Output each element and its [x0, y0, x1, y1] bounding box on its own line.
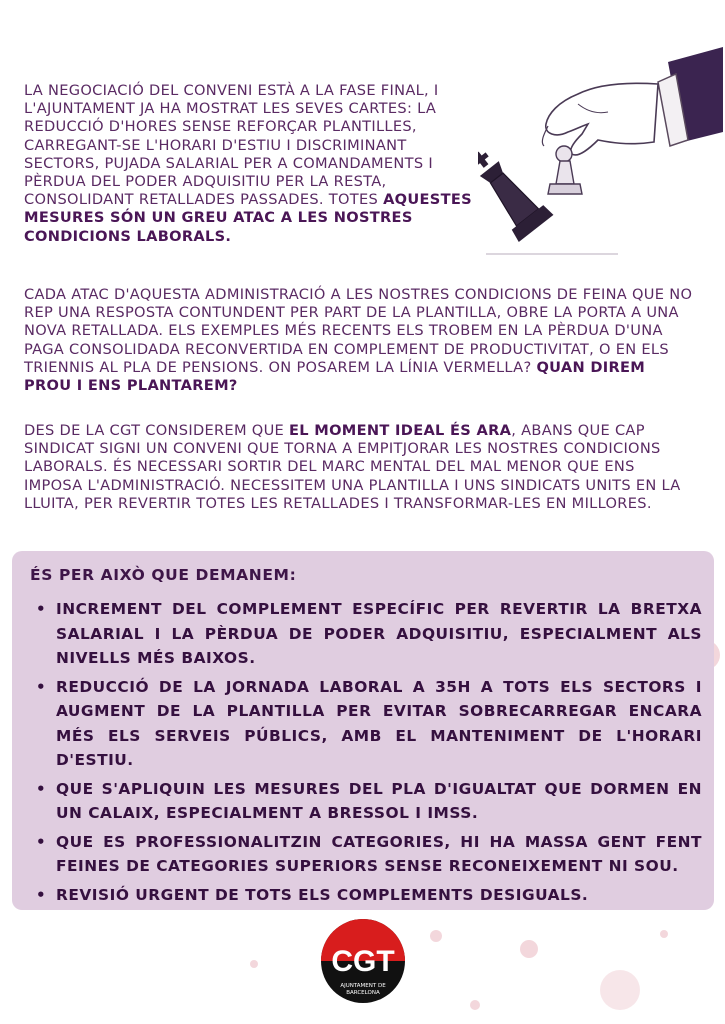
- demand-item: • QUE ES PROFESSIONALITZIN CATEGORIES, HI HA MASSA GENT FENT FEINES DE CATEGORIES SUPERIORS SENSE RECONEIXEMENT NI SOU.: [32, 830, 702, 879]
- intro-text: LA NEGOCIACIÓ DEL CONVENI ESTÀ A LA FASE FINAL, I L'AJUNTAMENT JA HA MOSTRAT LES SEVES CARTES: LA REDUCCIÓ D'HORES SENSE REFORÇAR PLANTILLES, CARREGANT-SE L'HORARI D'ESTIU I DISCRIMINANT SECTORS, PUJADA SALARIAL PER A COMANDAMENTS I PÈRDUA DEL PODER ADQUISITIU PER LA RESTA, CONSOLIDANT RETALLADES PASSADES. TOTES: [24, 82, 439, 209]
- attack-paragraph: [24, 286, 696, 395]
- attack-emphasis: QUAN DIREM PROU I ENS PLANTAREM?: [24, 358, 646, 395]
- intro-emphasis: AQUESTES MESURES SÓN UN GREU ATAC A LES NOSTRES CONDICIONS LABORALS.: [24, 191, 472, 245]
- logo-subtitle-2: BARCELONA: [346, 990, 380, 996]
- demands-title: ÉS PER AIXÒ QUE DEMANEM:: [30, 566, 297, 584]
- demand-item: • INCREMENT DEL COMPLEMENT ESPECÍFIC PER REVERTIR LA BRETXA SALARIAL I LA PÈRDUA DE PODER ADQUISITIU, ESPECIALMENT ALS NIVELLS MÉS BAIXOS.: [32, 597, 702, 671]
- moment-text-before: DES DE LA CGT CONSIDEREM QUE: [24, 422, 290, 439]
- moment-text-after: , ABANS QUE CAP SINDICAT SIGNI UN CONVENI QUE TORNA A EMPITJORAR LES NOSTRES CONDICIONS LABORALS. ÉS NECESSARI SORTIR DEL MARC MENTAL DEL MAL MENOR QUE ENS IMPOSA L'ADMINISTRACIÓ. NECESSITEM UNA PLANTILLA I UNS SINDICATS UNITS EN LA LLUITA, PER REVERTIR TOTES LES RETALLADES I TRANSFORMAR-LES EN MILLORES.: [24, 422, 681, 512]
- demand-item: • REDUCCIÓ DE LA JORNADA LABORAL A 35H A TOTS ELS SECTORS I AUGMENT DE LA PLANTILLA PER EVITAR SOBRECARREGAR ENCARA MÉS ELS SERVEIS PÚBLICS, AMB EL MANTENIMENT DE L'HORARI D'ESTIU.: [32, 675, 702, 773]
- intro-paragraph: [24, 82, 479, 246]
- demands-list: [32, 597, 702, 911]
- demands-panel: [12, 551, 714, 910]
- moment-paragraph: [24, 422, 696, 513]
- logo-subtitle-1: AJUNTAMENT DE: [340, 983, 386, 989]
- logo-name: CGT: [331, 945, 395, 978]
- attack-text: CADA ATAC D'AQUESTA ADMINISTRACIÓ A LES NOSTRES CONDICIONS DE FEINA QUE NO REP UNA RESPOSTA CONTUNDENT PER PART DE LA PLANTILLA, OBRE LA PORTA A UNA NOVA RETALLADA. ELS EXEMPLES MÉS RECENTS ELS TROBEM EN LA PÈRDUA D'UNA PAGA CONSOLIDADA RECONVERTIDA EN COMPLEMENT DE PRODUCTIVITAT, O EN ELS TRIENNIS AL PLA DE PENSIONS. ON POSAREM LA LÍNIA VERMELLA?: [24, 286, 693, 376]
- demand-item: • REVISIÓ URGENT DE TOTS ELS COMPLEMENTS DESIGUALS.: [32, 883, 702, 908]
- moment-emphasis: EL MOMENT IDEAL ÉS ARA: [289, 422, 512, 439]
- cgt-logo-icon: [320, 918, 406, 1004]
- demand-item: • QUE S'APLIQUIN LES MESURES DEL PLA D'IGUALTAT QUE DORMEN EN UN CALAIX, ESPECIALMENT A BRESSOL I IMSS.: [32, 777, 702, 826]
- chess-hand-illustration-icon: [478, 42, 723, 262]
